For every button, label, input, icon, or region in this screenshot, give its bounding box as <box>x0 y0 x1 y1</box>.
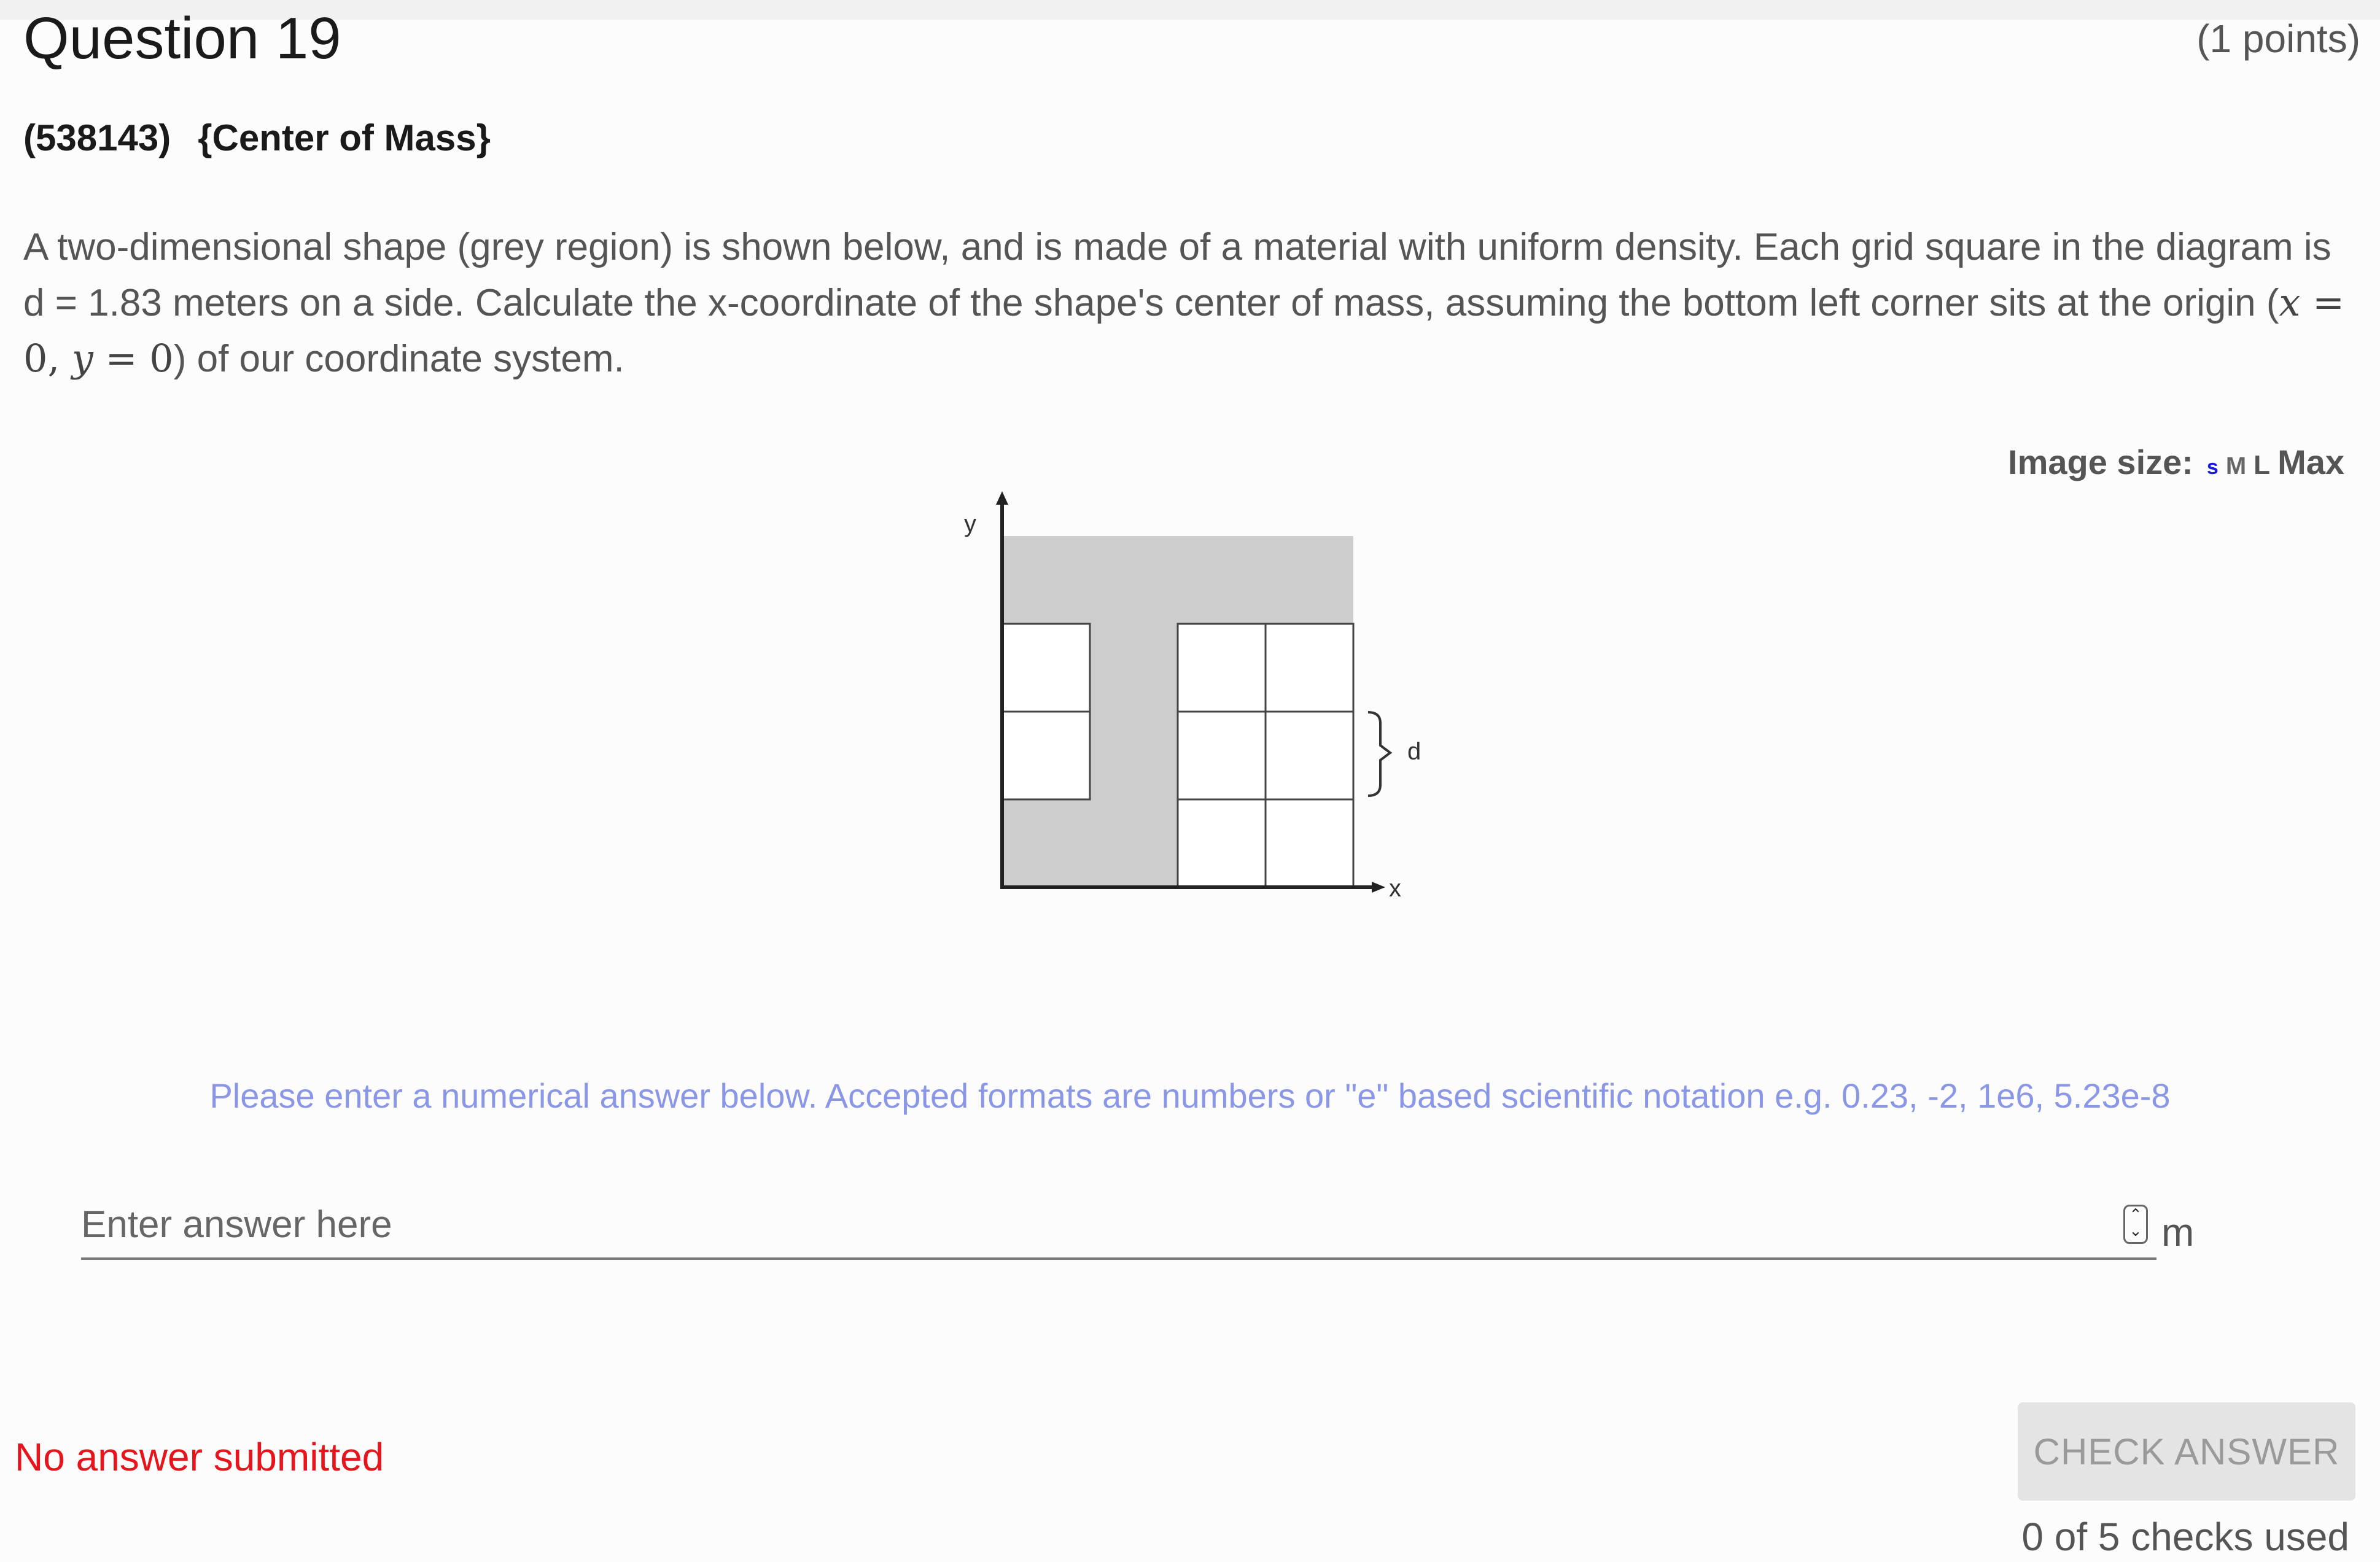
shaded-cell <box>1002 799 1090 887</box>
image-size-l[interactable]: L <box>2254 450 2271 480</box>
empty-cell <box>1178 712 1266 799</box>
d-bracket <box>1368 712 1390 796</box>
shaded-cell <box>1090 624 1178 712</box>
question-prompt <box>23 220 2357 387</box>
shaded-cell <box>1178 536 1266 624</box>
question-title: Question 19 <box>23 6 341 71</box>
question-id: (538143) <box>23 117 171 158</box>
empty-cell <box>1002 624 1090 712</box>
x-axis-arrow-icon <box>1372 882 1385 893</box>
empty-cell <box>1266 799 1353 887</box>
image-size-max[interactable]: Max <box>2277 443 2344 481</box>
shaded-cell <box>1090 799 1178 887</box>
check-answer-button[interactable]: CHECK ANSWER <box>2018 1402 2355 1501</box>
empty-cell <box>1178 799 1266 887</box>
math-eq2: = 0 <box>93 336 174 381</box>
math-x: x <box>2279 280 2301 325</box>
answer-hint: Please enter a numerical answer below. Accepted formats are numbers or "e" based scientific notation e.g. 0.23, -2, 1e6, 5.23e-8 <box>209 1076 2171 1115</box>
checks-used: 0 of 5 checks used <box>2021 1515 2349 1559</box>
prompt-text-1: A two-dimensional shape (grey region) is shown below, and is made of a material with uniform density. Each grid square in the diagram is d = 1.83 meters on a side. Calculate the x-coordinate of the shape's center of mass, assuming the bottom left corner sits at the origin ( <box>23 226 2331 324</box>
image-size-s[interactable]: s <box>2206 456 2219 479</box>
y-axis-arrow-icon <box>996 491 1008 505</box>
y-axis-label: y <box>964 510 976 537</box>
image-size-control <box>2008 442 2344 482</box>
d-label: d <box>1407 738 1421 765</box>
empty-cell <box>1266 712 1353 799</box>
shaded-cell <box>1266 536 1353 624</box>
submission-status: No answer submitted <box>15 1435 384 1479</box>
empty-cell <box>1266 624 1353 712</box>
center-of-mass-diagram <box>946 479 1449 921</box>
question-points: (1 points) <box>2196 17 2360 61</box>
empty-cell <box>1002 712 1090 799</box>
image-size-m[interactable]: M <box>2225 453 2247 480</box>
shaded-cell <box>1090 712 1178 799</box>
answer-unit: m <box>2161 1210 2195 1254</box>
prompt-text-2: ) of our coordinate system. <box>173 338 624 380</box>
answer-input[interactable] <box>81 1191 2156 1260</box>
answer-row <box>81 1191 2193 1265</box>
math-eq1: = 0, <box>23 280 2345 381</box>
top-bar <box>0 0 2380 20</box>
x-axis-label: x <box>1389 875 1401 902</box>
image-size-label: Image size: <box>2008 443 2193 481</box>
question-id-line <box>23 117 518 159</box>
math-y: y <box>71 336 93 381</box>
question-topic: {Center of Mass} <box>198 117 491 158</box>
shaded-cell <box>1090 536 1178 624</box>
empty-cell <box>1178 624 1266 712</box>
shaded-cell <box>1002 536 1090 624</box>
number-stepper-icon[interactable]: ⌃ ⌄ <box>2123 1205 2148 1244</box>
